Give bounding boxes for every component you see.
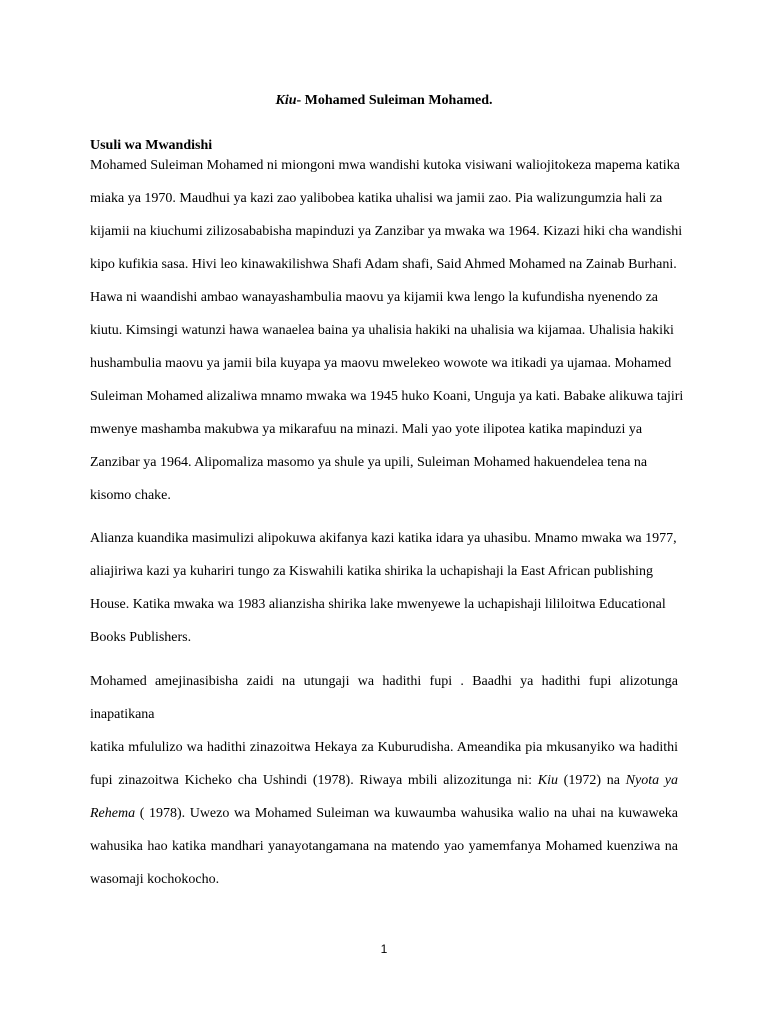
paragraph-line: katika mfululizo wa hadithi zinazoitwa Hekaya za Kuburudisha. Ameandika pia mkusanyiko wa hadithi: [90, 740, 678, 755]
paragraph-2: [90, 522, 678, 654]
paragraph-line: mwenye mashamba makubwa ya mikarafuu na minazi. Mali yao yote ilipotea katika mapinduzi ya: [90, 422, 643, 437]
paragraph-line: kipo kufikia sasa. Hivi leo kinawakilishwa Shafi Adam shafi, Said Ahmed Mohamed na Zainab Burhani.: [90, 257, 677, 272]
paragraph-3: [90, 665, 678, 896]
paragraph-line: wasomaji kochokocho.: [90, 872, 220, 887]
text-segment: (1972) na: [557, 773, 626, 788]
paragraph-line: Mohamed Suleiman Mohamed ni miongoni mwa wandishi kutoka visiwani waliojitokeza mapema katika: [90, 158, 680, 173]
paragraph-line: Books Publishers.: [90, 630, 192, 645]
paragraph-line: aliajiriwa kazi ya kuhariri tungo za Kiswahili katika shirika la uchapishaji la East African publishing: [90, 564, 653, 579]
paragraph-line: Hawa ni waandishi ambao wanayashambulia maovu ya kijamii kwa lengo la kufundisha nyenendo za: [90, 290, 658, 305]
paragraph-line: Zanzibar ya 1964. Alipomaliza masomo ya shule ya upili, Suleiman Mohamed hakuendelea tena na: [90, 455, 648, 470]
paragraph-line: House. Katika mwaka wa 1983 alianzisha shirika lake mwenyewe la uchapishaji lililoitwa Educational: [90, 597, 666, 612]
page-number: 1: [380, 942, 388, 956]
paragraph-1: [90, 149, 684, 512]
paragraph-line: [90, 764, 678, 797]
paragraph-line: Alianza kuandika masimulizi alipokuwa akifanya kazi katika idara ya uhasibu. Mnamo mwaka wa 1977,: [90, 531, 677, 546]
paragraph-line: Mohamed amejinasibisha zaidi na utungaji wa hadithi fupi . Baadhi ya hadithi fupi alizotunga inapatikana: [90, 674, 678, 722]
book-title-kiu: Kiu: [537, 773, 558, 788]
book-title-rehema-part: Rehema: [90, 806, 136, 821]
title-rest: - Mohamed Suleiman Mohamed.: [296, 93, 493, 108]
paragraph-line: Suleiman Mohamed alizaliwa mnamo mwaka wa 1945 huko Koani, Unguja ya kati. Babake alikuwa tajiri: [90, 389, 684, 404]
text-segment: fupi zinazoitwa Kicheko cha Ushindi (1978). Riwaya mbili alizozitunga ni:: [90, 773, 538, 788]
text-segment: ( 1978). Uwezo wa Mohamed Suleiman wa kuwaumba wahusika walio na uhai na kuwaweka: [135, 806, 678, 821]
paragraph-line: hushambulia maovu ya jamii bila kuyapa ya maovu mwelekeo wowote wa itikadi ya ujamaa. Mohamed: [90, 356, 672, 371]
paragraph-line: kiutu. Kimsingi watunzi hawa wanaelea baina ya uhalisia hakiki na uhalisia wa kijamaa. Uhalisia hakiki: [90, 323, 674, 338]
document-title: [0, 91, 768, 111]
title-italic: Kiu: [275, 93, 297, 108]
paragraph-line: miaka ya 1970. Maudhui ya kazi zao yalibobea katika uhalisi wa jamii zao. Pia walizungumzia hali za: [90, 191, 663, 206]
paragraph-line: kijamii na kiuchumi zilizosababisha mapinduzi ya Zanzibar ya mwaka wa 1964. Kizazi hiki cha wandishi: [90, 224, 683, 239]
paragraph-line: kisomo chake.: [90, 488, 171, 503]
paragraph-line: [90, 797, 678, 830]
paragraph-line: wahusika hao katika mandhari yanayotangamana na matendo yao yamemfanya Mohamed kuenziwa na: [90, 839, 678, 854]
section-heading: Usuli wa Mwandishi: [90, 138, 213, 153]
book-title-nyota-part: Nyota ya: [625, 773, 678, 788]
